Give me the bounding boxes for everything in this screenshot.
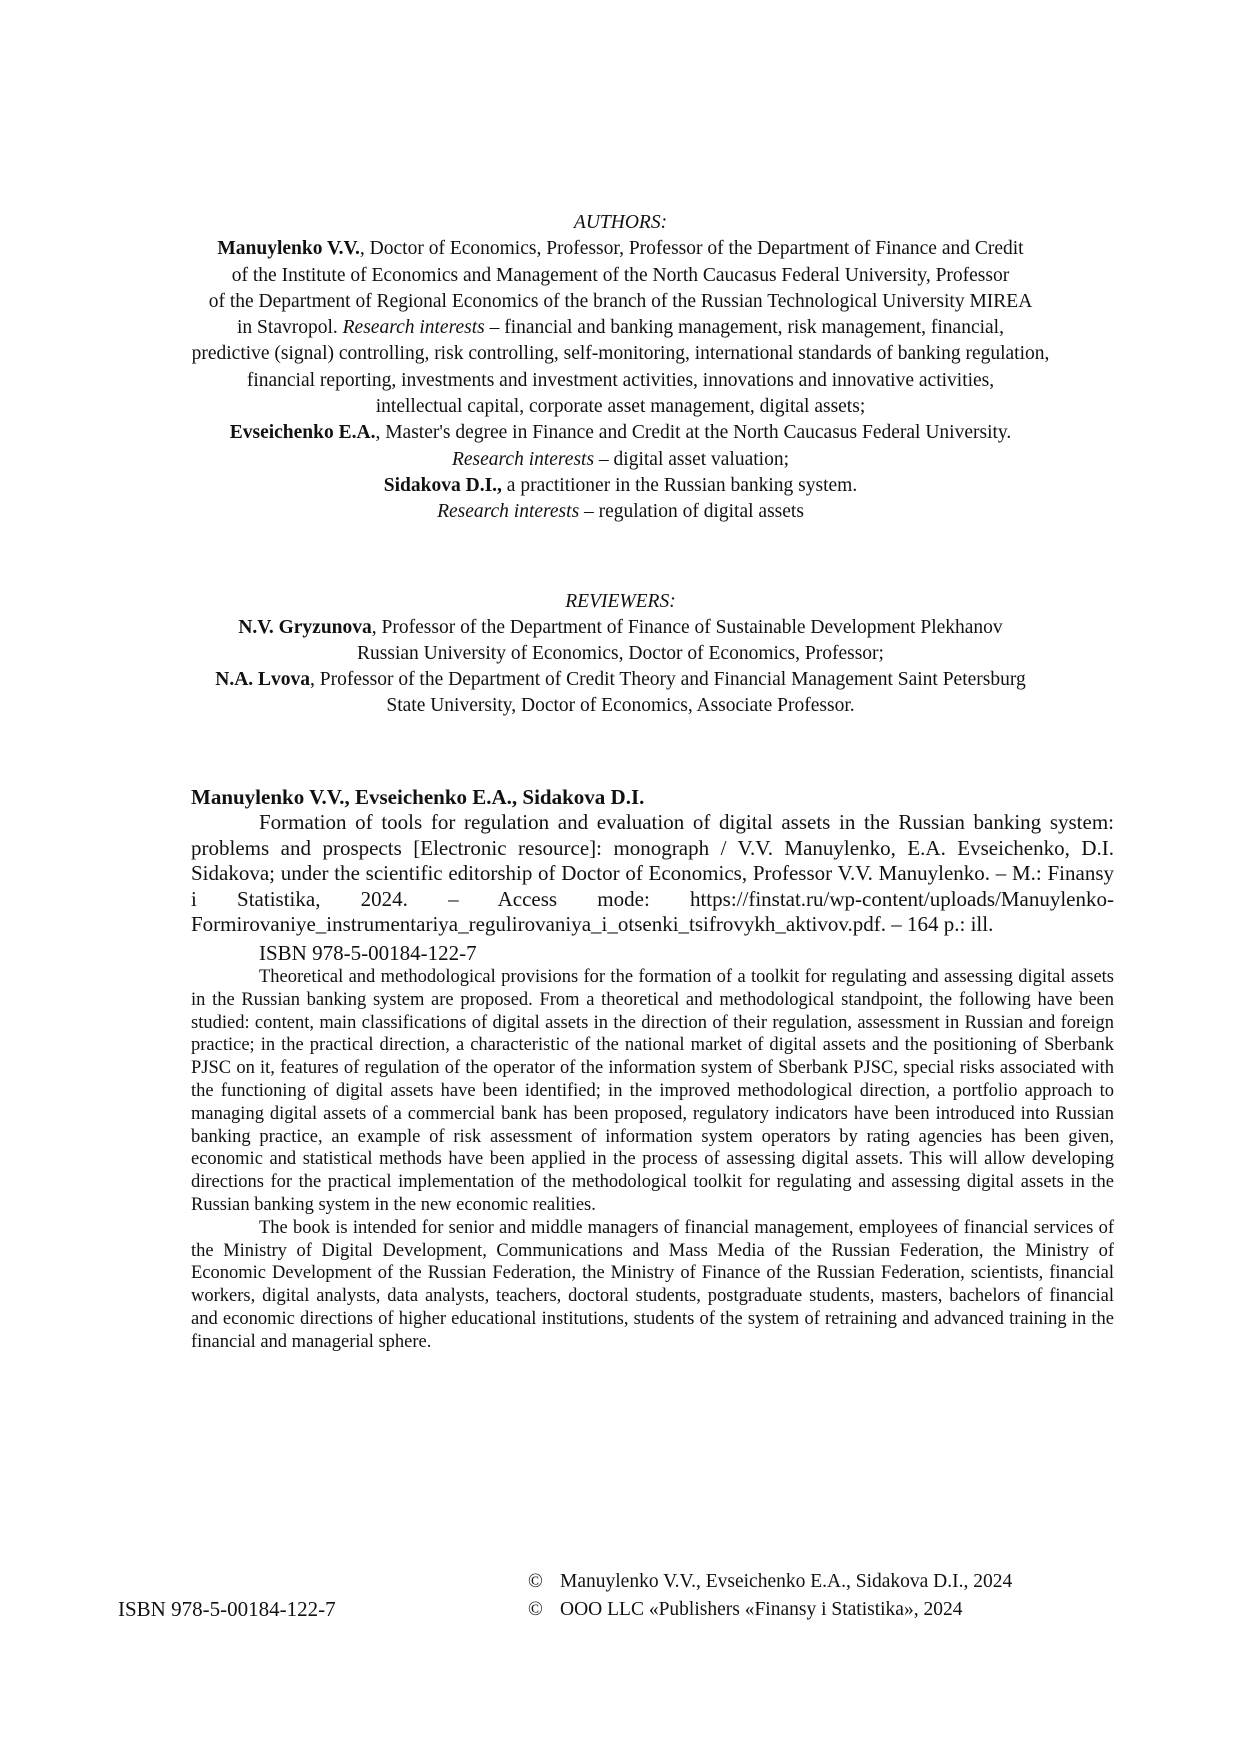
footer-isbn: ISBN 978-5-00184-122-7 <box>118 1597 336 1621</box>
copyright-line-1 <box>528 1568 1012 1596</box>
author-1-line-1 <box>100 236 1141 262</box>
abstract-paragraph-1: Theoretical and methodological provisions for the formation of a toolkit for regulating and assessing digital assets in the Russian banking system are proposed. From a theoretical and methodological standpoint, the following have been studied: content, main classifications of digital assets in the direction of their regulation, assessment in Russian and foreign practice; in the practical direction, a characteristic of the national market of digital assets and the positioning of Sberbank PJSC on it, features of regulation of the operator of the information system of Sberbank PJSC, special risks associated with the functioning of digital assets have been identified; in the improved methodological direction, a portfolio approach to managing digital assets of a commercial bank has been proposed, regulatory indicators have been introduced into Russian banking practice, an example of risk assessment of information system operators by rating agencies has been given, economic and statistical methods have been applied in the process of assessing digital assets. This will allow developing directions for the practical implementation of the methodological toolkit for regulating and assessing digital assets in the Russian banking system in the new economic realities. <box>191 966 1114 1215</box>
author-1-line-4 <box>100 315 1141 341</box>
author-1-research-label: Research interests <box>342 317 485 339</box>
authors-heading: AUTHORS: <box>573 212 668 233</box>
copyright-icon: © <box>528 1599 543 1620</box>
author-2-research-label: Research interests <box>451 448 595 470</box>
copyright-text-2: OOO LLC «Publishers «Finansy i Statistika», 2024 <box>560 1599 963 1620</box>
author-2-text-2: – digital asset valuation; <box>594 448 790 470</box>
author-1-line-5: predictive (signal) controlling, risk controlling, self-monitoring, international standards of banking regulation, <box>191 343 1050 365</box>
biblio-entry: Formation of tools for regulation and evaluation of digital assets in the Russian banking system: problems and prospects [Electronic resource]: monograph / V.V. Manuylenko, E.A. Evseichenko, D.I. Sidakova; under the scientific editorship of Doctor of Economics, Professor V.V. Manuylenko. – M.: Finansy i Statistika, 2024. – Access mode: https://finstat.ru/wp-content/uploads/Manuylenko-Formirovaniye_instrumentariya_regulirovaniya_i_otsenki_tsifrovykh_aktivov.pdf. – 164 p.: ill. <box>191 810 1114 937</box>
author-1-line-6: financial reporting, investments and investment activities, innovations and innovative activities, <box>246 369 995 391</box>
author-2-line-2 <box>100 447 1141 473</box>
author-1-line-7: intellectual capital, corporate asset management, digital assets; <box>375 396 866 418</box>
author-1-name: Manuylenko V.V. <box>217 238 360 260</box>
authors-section <box>100 210 1141 526</box>
author-3-research-label: Research interests <box>437 501 580 523</box>
bibliographic-record <box>191 784 1114 1354</box>
reviewer-2-line-2: State University, Doctor of Economics, Associate Professor. <box>386 695 855 716</box>
author-2-name: Evseichenko E.A. <box>229 422 376 444</box>
reviewer-1-line-1 <box>100 615 1141 641</box>
copyright-notices <box>528 1568 1012 1624</box>
abstract-paragraph-2: The book is intended for senior and middle managers of financial management, employees of financial services of the Ministry of Digital Development, Communications and Mass Media of the Russian Federation, the Ministry of Economic Development of the Russian Federation, the Ministry of Finance of the Russian Federation, scientists, financial workers, digital analysts, data analysts, teachers, doctoral students, postgraduate students, masters, bachelors of financial and economic directions of higher educational institutions, students of the system of retraining and advanced training in the financial and managerial sphere. <box>191 1217 1114 1352</box>
reviewer-2-text-1: , Professor of the Department of Credit Theory and Financial Management Saint Petersburg <box>310 669 1026 690</box>
author-3-line-2 <box>100 499 1141 525</box>
author-1-text-1: , Doctor of Economics, Professor, Professor of the Department of Finance and Credit <box>359 238 1024 260</box>
biblio-authors: Manuylenko V.V., Evseichenko E.A., Sidakova D.I. <box>191 785 645 809</box>
author-1-text-4a: in Stavropol. <box>237 317 343 339</box>
reviewer-1-text-1: , Professor of the Department of Finance of Sustainable Development Plekhanov <box>371 617 1003 638</box>
author-2-line-1 <box>100 420 1141 446</box>
biblio-isbn: ISBN 978-5-00184-122-7 <box>259 940 477 965</box>
reviewers-heading: REVIEWERS: <box>565 591 676 612</box>
reviewer-1-line-2: Russian University of Economics, Doctor of Economics, Professor; <box>357 643 884 664</box>
author-2-text-1: , Master's degree in Finance and Credit at the North Caucasus Federal University. <box>375 422 1012 444</box>
author-1-line-3: of the Department of Regional Economics of the branch of the Russian Technological University MIREA <box>208 290 1033 312</box>
author-3-text-2: – regulation of digital assets <box>579 501 804 523</box>
copyright-line-2 <box>528 1596 1012 1624</box>
reviewer-2-name: N.A. Lvova <box>215 669 311 690</box>
copyright-text-1: Manuylenko V.V., Evseichenko E.A., Sidakova D.I., 2024 <box>560 1571 1013 1592</box>
reviewer-1-name: N.V. Gryzunova <box>238 617 372 638</box>
author-3-text-1: a practitioner in the Russian banking system. <box>501 474 858 496</box>
reviewers-section <box>100 589 1141 719</box>
author-3-line-1 <box>100 473 1141 499</box>
reviewer-2-line-1 <box>100 667 1141 693</box>
author-3-name: Sidakova D.I., <box>383 474 502 496</box>
author-1-text-4b: – financial and banking management, risk management, financial, <box>484 317 1004 339</box>
copyright-icon: © <box>528 1571 543 1592</box>
author-1-line-2: of the Institute of Economics and Management of the North Caucasus Federal University, Professor <box>231 264 1010 286</box>
